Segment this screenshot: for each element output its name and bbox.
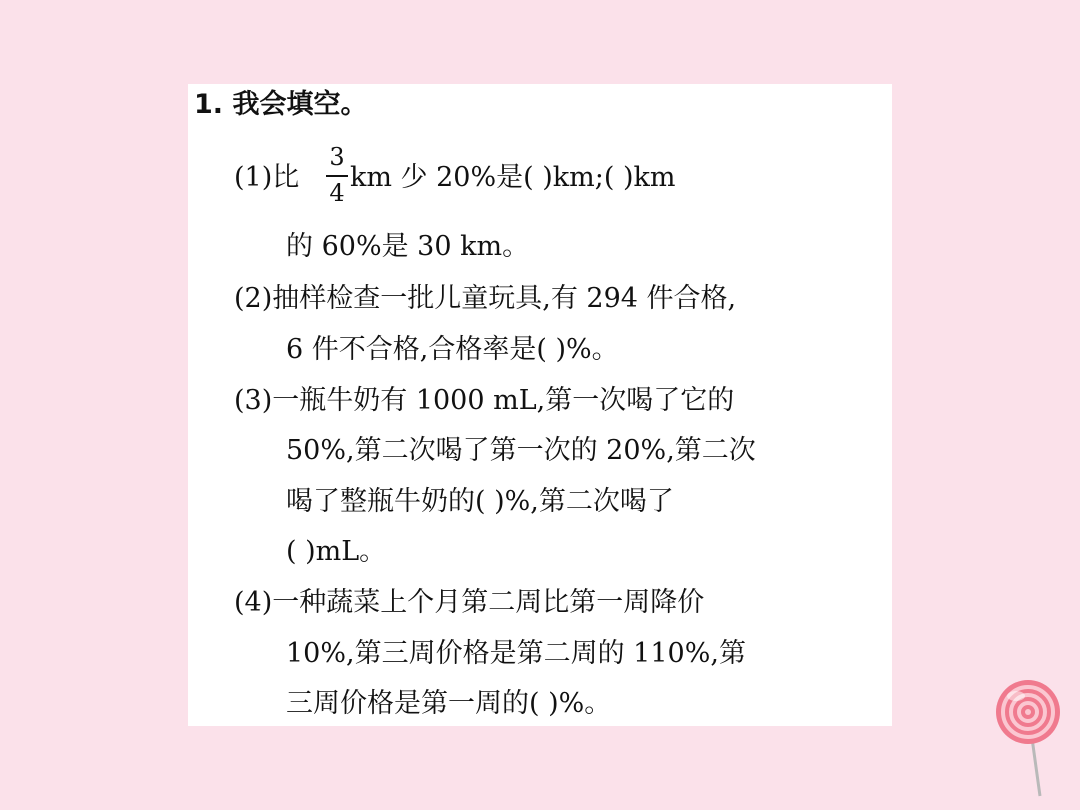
question-card [188,84,892,726]
part-3-line-2: 50%,第二次喝了第一次的 20%,第二次 [286,435,756,466]
part-1-line-1: km 少 20%是( )km;( )km [350,162,676,193]
lollipop-icon [994,678,1068,798]
fraction-bar [326,175,348,177]
part-3-line-1: (3)一瓶牛奶有 1000 mL,第一次喝了它的 [234,385,735,416]
part-1-line-2: 的 60%是 30 km。 [286,231,530,262]
question-title: 1. 我会填空。 [194,89,368,120]
part-4-line-3: 三周价格是第一周的( )%。 [286,688,612,719]
part-2-line-2: 6 件不合格,合格率是( )%。 [286,334,619,365]
part-3-line-4: ( )mL。 [286,536,387,567]
part-2-line-1: (2)抽样检查一批儿童玩具,有 294 件合格, [234,283,737,314]
part-4-line-2: 10%,第三周价格是第二周的 110%,第 [286,638,746,669]
part-4-line-1: (4)一种蔬菜上个月第二周比第一周降价 [234,587,705,618]
fraction-three-quarters [326,144,348,210]
fraction-numerator: 3 [329,143,345,171]
part-3-line-3: 喝了整瓶牛奶的( )%,第二次喝了 [286,486,674,517]
part-1-prefix: (1)比 [234,162,300,193]
fraction-denominator: 4 [329,179,345,207]
